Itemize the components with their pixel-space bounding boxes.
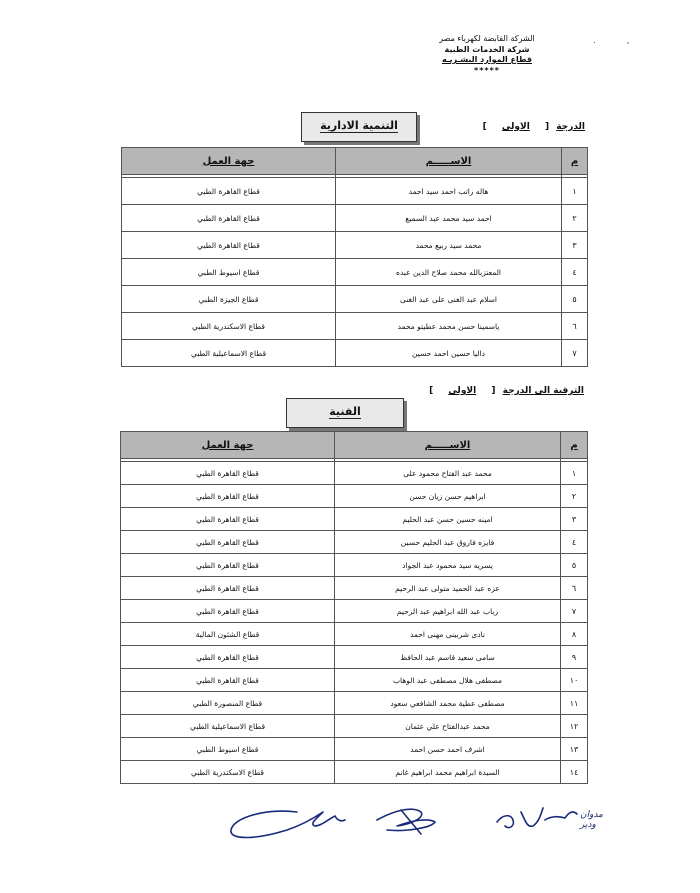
signature-2 [377, 809, 435, 834]
row-department: قطاع اسيوط الطبي [122, 259, 336, 286]
section1-table [121, 147, 588, 367]
row-number: ٣ [562, 232, 588, 259]
row-department: قطاع القاهرة الطبي [122, 178, 336, 205]
row-name: رباب عبد الله ابراهيم عبد الرحيم [335, 600, 561, 623]
row-number: ١٤ [561, 761, 588, 784]
row-name: سامى سعيد قاسم عبد الحافظ [335, 646, 561, 669]
table-row [122, 340, 588, 367]
table-row [121, 761, 588, 784]
row-department: قطاع القاهرة الطبي [121, 485, 335, 508]
section2-table-header [121, 432, 588, 459]
row-name: مصطفى هلال مصطفى عبد الوهاب [335, 669, 561, 692]
row-name: امينه حسين حسن عبد الحليم [335, 508, 561, 531]
letterhead [402, 34, 572, 76]
row-name: ابراهيم حسن زيان حسن [335, 485, 561, 508]
table-row [121, 577, 588, 600]
row-name: محمد سيد ربيع محمد [336, 232, 562, 259]
row-number: ١ [561, 462, 588, 485]
column-header-number: م [562, 148, 588, 175]
letterhead-stars: ***** [474, 65, 500, 75]
row-number: ١١ [561, 692, 588, 715]
row-number: ١٠ [561, 669, 588, 692]
section2-label: الفنية [329, 405, 361, 418]
row-name: هاله راتب احمد سيد احمد [336, 178, 562, 205]
section1-grade-label: الدرجة [556, 122, 585, 132]
row-number: ١ [562, 178, 588, 205]
table-row [121, 485, 588, 508]
row-department: قطاع القاهرة الطبي [121, 508, 335, 531]
table-row [121, 554, 588, 577]
row-name: اسلام عبد الغنى على عبد الغنى [336, 286, 562, 313]
section2-grade-label: الترقية الى الدرجة [502, 386, 584, 396]
row-department: قطاع الاسماعيلية الطبي [121, 715, 335, 738]
table-row [121, 531, 588, 554]
row-number: ١٢ [561, 715, 588, 738]
section2-grade-value: الاولى [448, 386, 477, 396]
row-department: قطاع القاهرة الطبي [121, 462, 335, 485]
row-name: المعتزبالله محمد صلاح الدين عبده [336, 259, 562, 286]
table-row [121, 508, 588, 531]
letterhead-company: الشركة القابضة لكهرباء مصر [439, 34, 535, 43]
row-department: قطاع المنصورة الطبي [121, 692, 335, 715]
row-number: ٥ [561, 554, 588, 577]
column-header-name: الاســـــم [335, 432, 561, 459]
row-name: عزه عبد الحميد متولى عبد الرحيم [335, 577, 561, 600]
row-number: ٧ [562, 340, 588, 367]
table-row [121, 600, 588, 623]
row-department: قطاع القاهرة الطبي [121, 554, 335, 577]
row-department: قطاع اسيوط الطبي [121, 738, 335, 761]
row-department: قطاع القاهرة الطبي [121, 669, 335, 692]
section1-label: التنمية الادارية [320, 119, 398, 132]
row-department: قطاع القاهرة الطبي [121, 531, 335, 554]
row-name: ياسمينا حسن محمد عطيتو محمد [336, 313, 562, 340]
row-number: ٤ [562, 259, 588, 286]
section1-grade [479, 122, 585, 132]
signature-note [580, 810, 603, 830]
row-number: ٦ [561, 577, 588, 600]
table-row [121, 715, 588, 738]
row-department: قطاع القاهرة الطبي [121, 577, 335, 600]
row-number: ٥ [562, 286, 588, 313]
row-number: ١٣ [561, 738, 588, 761]
table-row [121, 462, 588, 485]
row-department: قطاع الاسكندرية الطبي [122, 313, 336, 340]
section1-table-header [122, 148, 588, 175]
section1-label-box [301, 112, 417, 142]
section1-bracket-close: ] [482, 122, 487, 132]
row-department: قطاع القاهرة الطبي [122, 205, 336, 232]
row-name: السيدة ابراهيم محمد ابراهيم غانم [335, 761, 561, 784]
table-row [122, 259, 588, 286]
row-name: اشرف احمد حسن احمد [335, 738, 561, 761]
row-department: قطاع القاهرة الطبي [122, 232, 336, 259]
corner-marks: . , [593, 36, 644, 46]
row-department: قطاع الاسكندرية الطبي [121, 761, 335, 784]
row-department: قطاع القاهرة الطبي [121, 646, 335, 669]
signature-note-line1: مدوان [580, 810, 604, 820]
signature-3 [497, 808, 577, 828]
section1-grade-value: الاولى [501, 122, 530, 132]
row-number: ٣ [561, 508, 588, 531]
row-name: احمد سيد محمد عبد السميع [336, 205, 562, 232]
table-row [121, 623, 588, 646]
section2-label-box [286, 398, 404, 428]
table-row [122, 286, 588, 313]
table-row [122, 178, 588, 205]
row-number: ٢ [562, 205, 588, 232]
table-row [122, 232, 588, 259]
row-name: يسريه سيد محمود عبد الجواد [335, 554, 561, 577]
row-name: فايزه فاروق عبد الحليم حسين [335, 531, 561, 554]
row-number: ٨ [561, 623, 588, 646]
letterhead-department: قطاع الموارد البشـريـه [441, 55, 533, 64]
row-name: محمد عبدالفتاح علي عثمان [335, 715, 561, 738]
row-name: مصطفى عطية محمد الشافعي سعود [335, 692, 561, 715]
row-number: ٢ [561, 485, 588, 508]
column-header-department: جهة العمل [122, 148, 336, 175]
column-header-department: جهة العمل [121, 432, 335, 459]
table-row [121, 738, 588, 761]
table-row [121, 692, 588, 715]
row-department: قطاع الجيزة الطبي [122, 286, 336, 313]
row-number: ٩ [561, 646, 588, 669]
table-row [121, 646, 588, 669]
row-number: ٦ [562, 313, 588, 340]
row-number: ٧ [561, 600, 588, 623]
signature-1 [231, 811, 345, 837]
row-number: ٤ [561, 531, 588, 554]
column-header-name: الاســـــم [336, 148, 562, 175]
column-header-number: م [561, 432, 588, 459]
section2-bracket-close: ] [429, 386, 434, 396]
row-name: محمد عبد الفتاح محمود على [335, 462, 561, 485]
row-department: قطاع القاهرة الطبي [121, 600, 335, 623]
section2-bracket-open: [ [491, 386, 496, 396]
table-row [121, 669, 588, 692]
row-name: داليا حسين احمد حسين [336, 340, 562, 367]
table-row [122, 313, 588, 340]
row-department: قطاع الاسماعيلية الطبي [122, 340, 336, 367]
section2-table [120, 431, 588, 784]
section2-grade [425, 386, 584, 396]
table-row [122, 205, 588, 232]
row-department: قطاع الشئون المالية [121, 623, 335, 646]
section1-bracket-open: [ [544, 122, 550, 132]
row-name: نادى شربينى مهنى احمد [335, 623, 561, 646]
signature-note-line2: ودير [580, 820, 596, 830]
letterhead-subsidiary: شركة الخدمات الطبية [444, 44, 530, 54]
